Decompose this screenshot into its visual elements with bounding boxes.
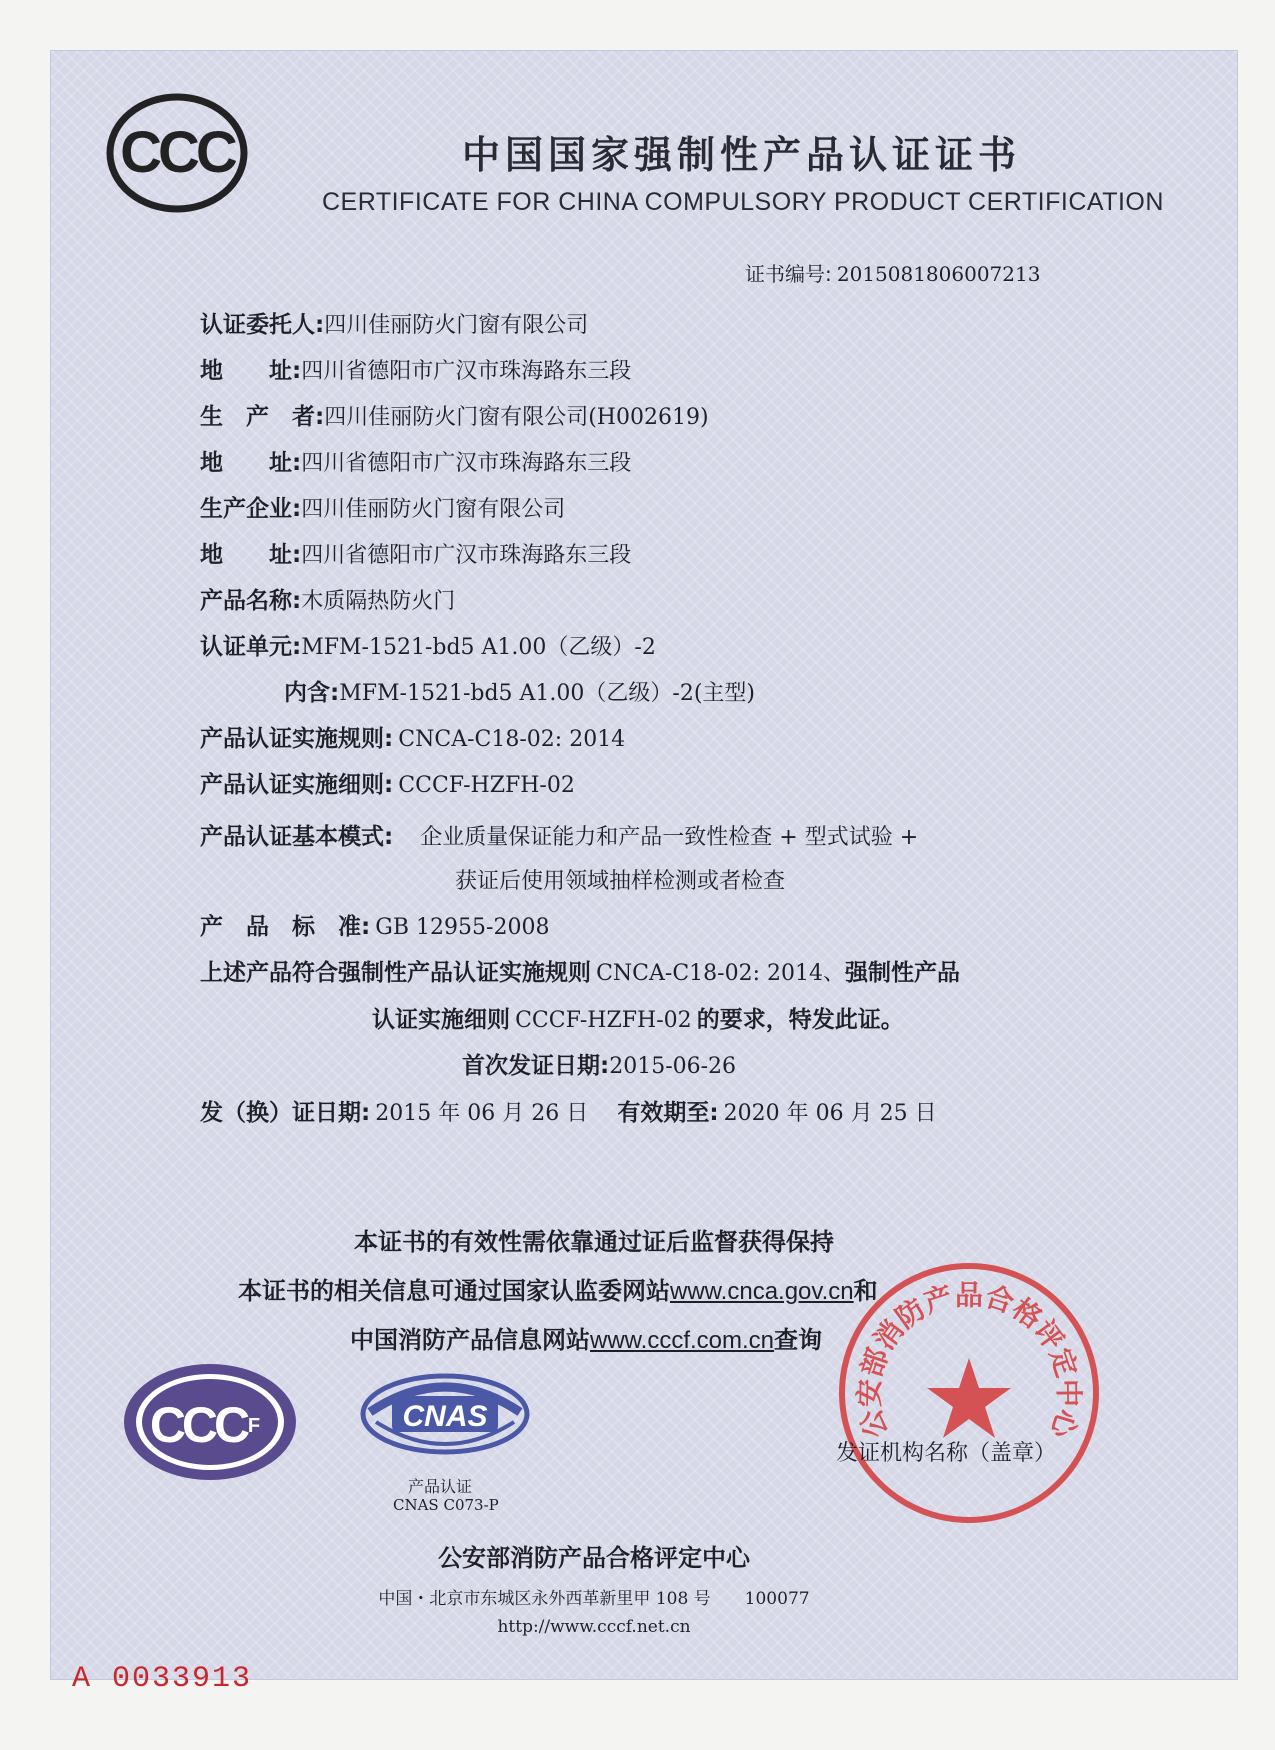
field-row-rules xyxy=(200,720,625,753)
title-chinese: 中国国家强制性产品认证证书 xyxy=(462,133,1022,177)
statement-text: 认证实施细则 xyxy=(372,1007,510,1033)
field-row-basic-mode xyxy=(200,818,918,851)
cert-no-label: 证书编号: xyxy=(745,262,832,286)
ccc-logo-text: CCC xyxy=(120,120,234,185)
first-issue-value: 2015-06-26 xyxy=(609,1054,737,1079)
field-label: 产品认证实施规则: xyxy=(200,726,394,752)
statement-line-2 xyxy=(372,1001,904,1034)
info-note-line-1 xyxy=(238,1271,878,1306)
field-value: GB 12955-2008 xyxy=(375,915,550,940)
note-text: 和 xyxy=(853,1277,878,1305)
field-row-applicant-address xyxy=(200,352,631,385)
cnas-code: CNAS C073-P xyxy=(393,1496,499,1514)
field-value: 四川省德阳市广汉市珠海路东三段 xyxy=(301,451,632,476)
field-row-applicant xyxy=(200,306,588,339)
first-issue-label: 首次发证日期: xyxy=(462,1053,610,1079)
field-label: 认证委托人: xyxy=(200,312,325,338)
field-label: 地 址: xyxy=(200,450,302,476)
certificate-number xyxy=(745,258,1040,287)
statement-rule: CNCA-C18-02: 2014、 xyxy=(596,961,845,986)
issuer-label: 发证机构名称（盖章） xyxy=(836,1441,1057,1466)
serial-number: A 0033913 xyxy=(72,1662,253,1696)
field-row-standard xyxy=(200,908,549,941)
note-text: 本证书的相关信息可通过国家认监委网站 xyxy=(238,1277,670,1305)
cnca-website-link[interactable]: www.cnca.gov.cn xyxy=(670,1278,854,1305)
field-row-factory xyxy=(200,490,565,523)
statement-text: 强制性产品 xyxy=(844,960,960,986)
field-label: 产品名称: xyxy=(200,588,302,614)
seal-ring-text: 公安部消防产品合格评定中心 xyxy=(852,1278,1086,1442)
field-label: 地 址: xyxy=(200,358,302,384)
field-row-includes xyxy=(284,674,755,707)
field-label: 生产企业: xyxy=(200,496,302,522)
title-english: CERTIFICATE FOR CHINA COMPULSORY PRODUCT CERTIFICATION xyxy=(322,188,1164,216)
field-value: 四川省德阳市广汉市珠海路东三段 xyxy=(301,359,632,384)
statement-text: 上述产品符合强制性产品认证实施规则 xyxy=(200,960,591,986)
issue-date-label: 发（换）证日期: xyxy=(200,1100,371,1126)
field-row-manufacturer-address xyxy=(200,444,631,477)
field-value: 木质隔热防火门 xyxy=(301,589,456,614)
field-row-factory-address xyxy=(200,536,631,569)
first-issue-date xyxy=(462,1047,736,1080)
footer-organization: 公安部消防产品合格评定中心 xyxy=(438,1544,750,1572)
statement-rule: CCCF-HZFH-02 xyxy=(515,1008,692,1033)
field-value: MFM-1521-bd5 A1.00（乙级）-2 xyxy=(301,635,656,660)
field-label: 产品认证实施细则: xyxy=(200,772,394,798)
cccf-logo-icon xyxy=(120,1360,300,1484)
field-value: 企业质量保证能力和产品一致性检查 + 型式试验 + xyxy=(420,825,919,850)
info-note-line-2 xyxy=(350,1320,822,1355)
field-value: CCCF-HZFH-02 xyxy=(398,773,575,798)
ccc-logo-icon xyxy=(104,92,250,214)
note-text: 中国消防产品信息网站 xyxy=(350,1326,590,1354)
field-value: MFM-1521-bd5 A1.00（乙级）-2(主型) xyxy=(339,681,756,706)
statement-text: 的要求，特发此证。 xyxy=(696,1007,904,1033)
cccf-logo-text: CCC xyxy=(149,1397,247,1453)
cert-no-value: 2015081806007213 xyxy=(836,262,1041,286)
statement-line-1 xyxy=(200,954,960,987)
cccf-logo-f: F xyxy=(247,1415,261,1437)
field-value: CNCA-C18-02: 2014 xyxy=(398,727,626,752)
field-value: 四川佳丽防火门窗有限公司(H002619) xyxy=(324,405,709,430)
field-label: 生 产 者: xyxy=(200,404,325,430)
field-row-certification-unit xyxy=(200,628,656,661)
field-value: 四川佳丽防火门窗有限公司 xyxy=(324,313,589,338)
field-label: 内含: xyxy=(284,680,340,706)
valid-until-value: 2020 年 06 月 25 日 xyxy=(723,1101,937,1126)
cccf-website-link[interactable]: www.cccf.com.cn xyxy=(590,1327,775,1354)
field-label: 地 址: xyxy=(200,542,302,568)
field-row-product-name xyxy=(200,582,455,615)
valid-until-label: 有效期至: xyxy=(617,1100,719,1126)
issue-date-value: 2015 年 06 月 26 日 xyxy=(375,1101,589,1126)
official-seal-icon xyxy=(834,1258,1104,1528)
field-value: 四川省德阳市广汉市珠海路东三段 xyxy=(301,543,632,568)
footer-address: 中国・北京市东城区永外西革新里甲 108 号 100077 xyxy=(378,1589,810,1609)
cnas-logo-text: CNAS xyxy=(402,1400,488,1433)
note-text: 查询 xyxy=(774,1326,823,1354)
field-label: 认证单元: xyxy=(200,634,302,660)
cnas-logo-icon xyxy=(356,1366,534,1466)
field-row-basic-mode-continued xyxy=(455,864,785,895)
field-row-detailed-rules xyxy=(200,766,575,799)
cnas-caption: 产品认证 xyxy=(408,1477,473,1496)
issue-validity-dates xyxy=(200,1094,937,1127)
footer-website[interactable]: http://www.cccf.net.cn xyxy=(497,1617,691,1637)
field-row-manufacturer xyxy=(200,398,709,431)
field-value: 获证后使用领域抽样检测或者检查 xyxy=(455,869,786,894)
field-label: 产 品 标 准: xyxy=(200,914,371,940)
validity-note: 本证书的有效性需依靠通过证后监督获得保持 xyxy=(354,1228,834,1256)
field-value: 四川佳丽防火门窗有限公司 xyxy=(301,497,566,522)
field-label: 产品认证基本模式: xyxy=(200,824,394,850)
